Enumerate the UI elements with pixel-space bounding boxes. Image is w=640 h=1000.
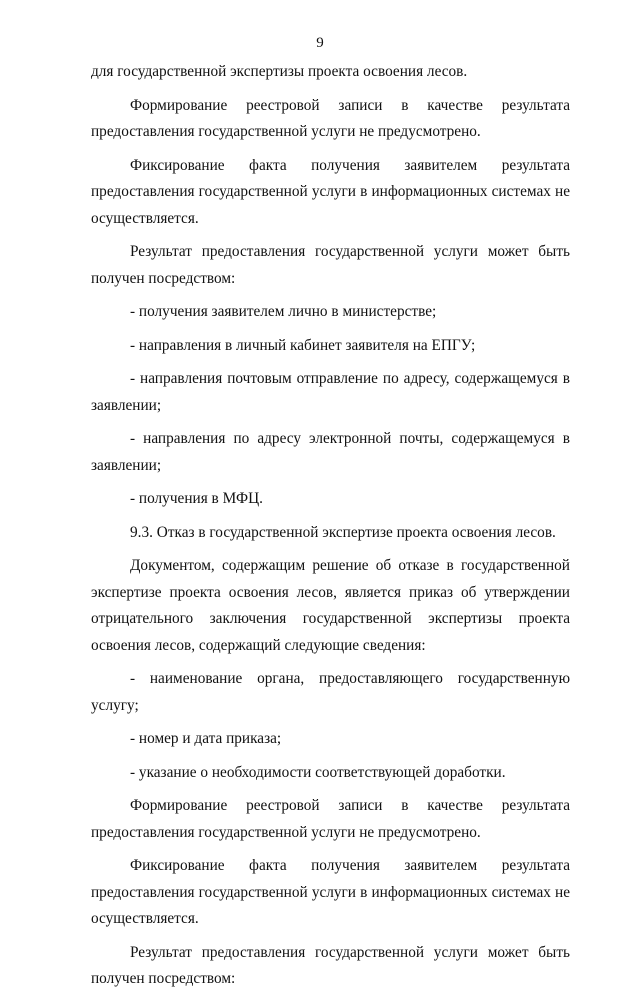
paragraph: Формирование реестровой записи в качестве результата предоставления государственной услуги не предусмотрено.: [91, 797, 570, 841]
section-heading: 9.3. Отказ в государственной экспертизе проекта освоения лесов.: [130, 523, 556, 541]
paragraph: Фиксирование факта получения заявителем результата предоставления государственной услуги в информационных системах не осуществляется.: [91, 156, 570, 227]
list-item: - наименование органа, предоставляющего государственную услугу;: [91, 670, 570, 714]
list-item: - получения в МФЦ.: [130, 490, 263, 507]
paragraph: для государственной экспертизы проекта освоения лесов.: [91, 63, 468, 80]
paragraph: Фиксирование факта получения заявителем результата предоставления государственной услуги в информационных системах не осуществляется.: [91, 857, 570, 927]
list-item: - направления в личный кабинет заявителя на ЕПГУ;: [130, 336, 476, 354]
paragraph: Результат предоставления государственной услуги может быть получен посредством:: [91, 943, 570, 987]
paragraph: Формирование реестровой записи в качестве результата предоставления государственной услуги не предусмотрено.: [91, 96, 570, 140]
list-item: - указание о необходимости соответствующей доработки.: [130, 763, 506, 781]
paragraph: Документом, содержащим решение об отказе в государственной экспертизе проекта освоения лесов, является приказ об утверждении отрицательного заключения государственной экспертизы проекта освоения лесов, содержащий следующие сведения:: [91, 557, 570, 654]
document-body: [91, 59, 570, 1000]
list-item: - направления почтовым отправление по адресу, содержащемуся в заявлении;: [91, 370, 570, 414]
page-number: 9: [316, 35, 324, 51]
list-item: - направления по адресу электронной почты, содержащемуся в заявлении;: [91, 430, 570, 474]
list-item: - номер и дата приказа;: [130, 730, 282, 747]
list-item: - получения заявителем лично в министерстве;: [130, 303, 437, 320]
paragraph: Результат предоставления государственной услуги может быть получен посредством:: [91, 243, 570, 287]
